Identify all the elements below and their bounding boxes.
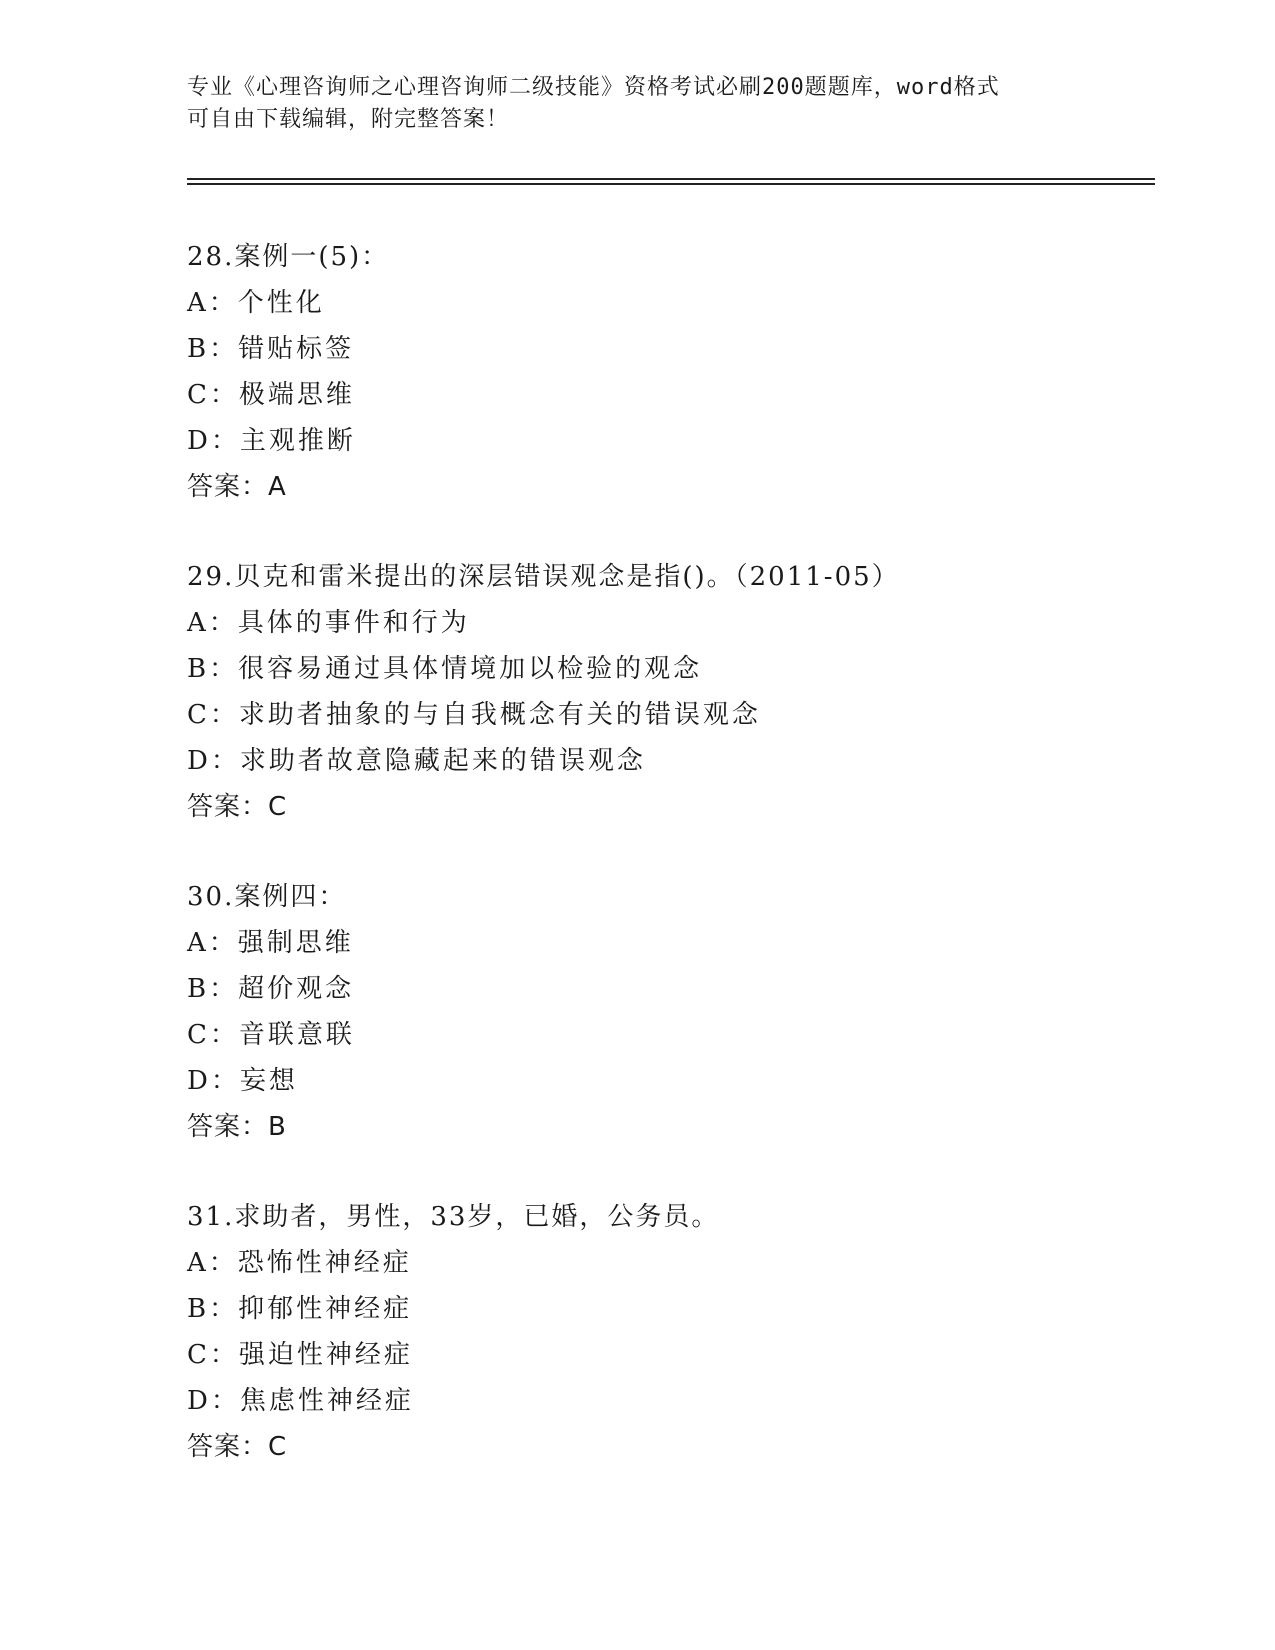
question-stem: 31.求助者，男性，33岁，已婚，公务员。: [187, 1202, 720, 1232]
document-header: [187, 72, 1087, 136]
option-a: A：强制思维: [187, 928, 354, 958]
option-d: D：焦虑性神经症: [187, 1386, 414, 1416]
header-line-1: 专业《心理咨询师之心理咨询师二级技能》资格考试必刷200题题库，word格式: [187, 75, 1000, 100]
option-d: D：主观推断: [187, 426, 356, 456]
question-stem: 29.贝克和雷米提出的深层错误观念是指()。（2011-05）: [187, 562, 900, 592]
option-d: D：妄想: [187, 1066, 298, 1096]
header-divider-bottom: [187, 183, 1155, 185]
option-a: A：恐怖性神经症: [187, 1248, 412, 1278]
question-stem: 28.案例一(5)：: [187, 242, 390, 272]
answer-label: 答案：C: [187, 792, 288, 822]
option-b: B：错贴标签: [187, 334, 355, 364]
answer-label: 答案：C: [187, 1432, 288, 1462]
option-c: C：极端思维: [187, 380, 355, 410]
answer-label: 答案：A: [187, 472, 287, 502]
question-30: [187, 874, 1147, 1150]
answer-label: 答案：B: [187, 1112, 287, 1142]
question-stem: 30.案例四：: [187, 882, 347, 912]
question-29: [187, 554, 1147, 830]
header-divider-top: [187, 178, 1155, 180]
option-a: A：个性化: [187, 288, 325, 318]
option-b: B：超价观念: [187, 974, 355, 1004]
question-31: [187, 1194, 1147, 1470]
option-b: B：抑郁性神经症: [187, 1294, 413, 1324]
option-c: C：强迫性神经症: [187, 1340, 413, 1370]
option-c: C：求助者抽象的与自我概念有关的错误观念: [187, 700, 761, 730]
option-b: B：很容易通过具体情境加以检验的观念: [187, 654, 703, 684]
option-d: D：求助者故意隐藏起来的错误观念: [187, 746, 646, 776]
option-a: A：具体的事件和行为: [187, 608, 470, 638]
header-line-2: 可自由下载编辑，附完整答案！: [187, 107, 510, 132]
option-c: C：音联意联: [187, 1020, 355, 1050]
question-28: [187, 234, 1147, 510]
